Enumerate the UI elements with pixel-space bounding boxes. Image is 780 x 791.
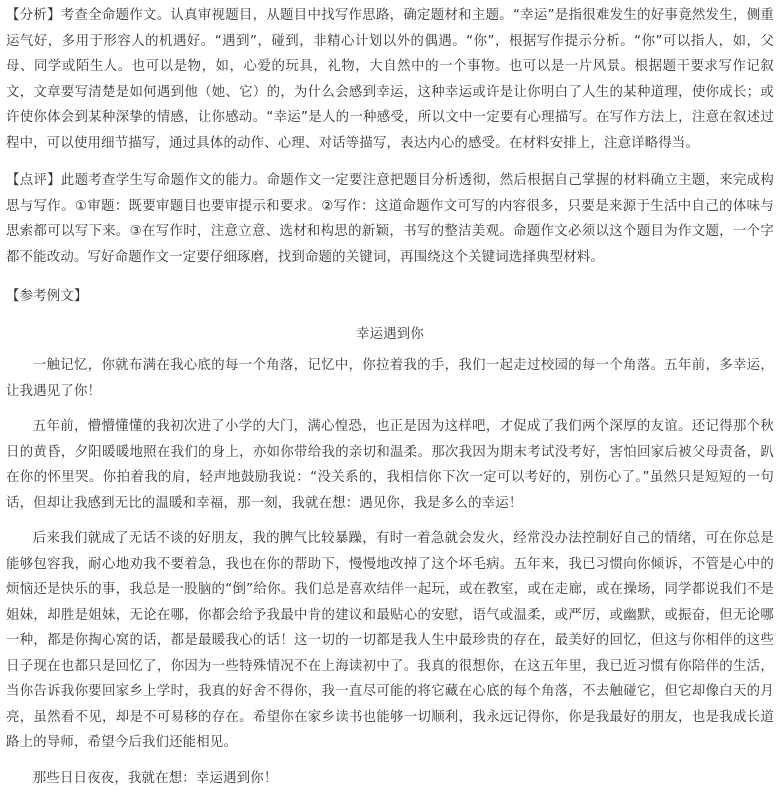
essay-paragraph: 那些日日夜夜，我就在想：幸运遇到你！: [6, 766, 774, 791]
analysis-paragraph: 【分析】考查全命题作文。认真审视题目，从题目中找写作思路，确定题材和主题。“幸运”是指很难发生的好事竟然发生，侧重运气好，多用于形容人的机遇好。“遇到”，碰到，非精心计划以外的偶遇。“你”，根据写作提示分析。“你”可以指人，如，父母、同学或陌生人。也可以是物，如，心爱的玩具，礼物，大自然中的一个事物。也可以是一片风景。根据题干要求写作记叙文，文章要写清楚是如何遇到他（她、它）的，为什么会感到幸运，这种幸运或许是让你明白了人生的某种道理，使你成长；或许使你体会到某种深挚的情感，让你感动。“幸运”是人的一种感受，所以文中一定要有心理描写。在写作方法上，注意在叙述过程中，可以使用细节描写，通过具体的动作、心理、对话等描写，表达内心的感受。在材料安排上，注意详略得当。: [6, 3, 774, 156]
reference-label: 【参考例文】: [6, 284, 774, 310]
essay-title: 幸运遇到你: [6, 322, 774, 348]
essay-paragraph: 五年前，懵懵懂懂的我初次进了小学的大门，满心惶恐，也正是因为这样吧，才促成了我们两个深厚的友谊。还记得那个秋日的黄昏，夕阳暖暖地照在我们的身上，亦如你带给我的亲切和温柔。那次我因为期末考试没考好，害怕回家后被父母责备，趴在你的怀里哭。你拍着我的肩，轻声地鼓励我说：“没关系的，我相信你下次一定可以考好的，别伤心了。”虽然只是短短的一句话，但却让我感到无比的温暖和幸福，那一刻，我就在想：遇见你，我是多么的幸运！: [6, 414, 774, 516]
essay-paragraph: 后来我们就成了无话不谈的好朋友，我的脾气比较暴躁，有时一着急就会发火，经常没办法控制好自己的情绪，可在你总是能够包容我，耐心地劝我不要着急，我也在你的帮助下，慢慢地改掉了这个坏毛病。五年来，我已习惯向你倾诉，不管是心中的烦恼还是快乐的事，我总是一股脑的“倒”给你。我们总是喜欢结伴一起玩，或在教室，或在走廊，或在操场，同学都说我们不是姐妹，却胜是姐妹，无论在哪，你都会给予我最中肯的建议和最贴心的安慰，语气或温柔，或严厉，或幽默，或振奋，但无论哪一种，都是你掏心窝的话，都是最暖我心的话！这一切的一切都是我人生中最珍贵的存在，最美好的回忆，但这与你相伴的这些日子现在也都只是回忆了，你因为一些特殊情况不在上海读初中了。我真的很想你，在这五年里，我已近习惯有你陪伴的生活，当你告诉我你要回家乡上学时，我真的好舍不得你，我一直尽可能的将它藏在心底的每个角落，不去触碰它，但它却像白天的月亮，虽然看不见，却是不可易移的存在。希望你在家乡读书也能够一切顺利，我永远记得你，你是我最好的朋友，也是我成长道路上的导师，希望今后我们还能相见。: [6, 526, 774, 756]
essay-paragraph: 一触记忆，你就布满在我心底的每一个角落，记忆中，你拉着我的手，我们一起走过校园的每一个角落。五年前，多幸运，让我遇见了你！: [6, 353, 774, 404]
comment-paragraph: 【点评】此题考查学生写命题作文的能力。命题作文一定要注意把题目分析透彻，然后根据自己掌握的材料确立主题，来完成构思与写作。①审题：既要审题目也要审提示和要求。②写作：这道命题作文可写的内容很多，只要是来源于生活中自己的体味与思索都可以写下来。③在写作时，注意立意、选材和构思的新颖，书写的整洁美观。命题作文必须以这个题目为作文题，一个字都不能改动。写好命题作文一定要仔细琢磨，找到命题的关键词，再围绕这个关键词选择典型材料。: [6, 168, 774, 270]
